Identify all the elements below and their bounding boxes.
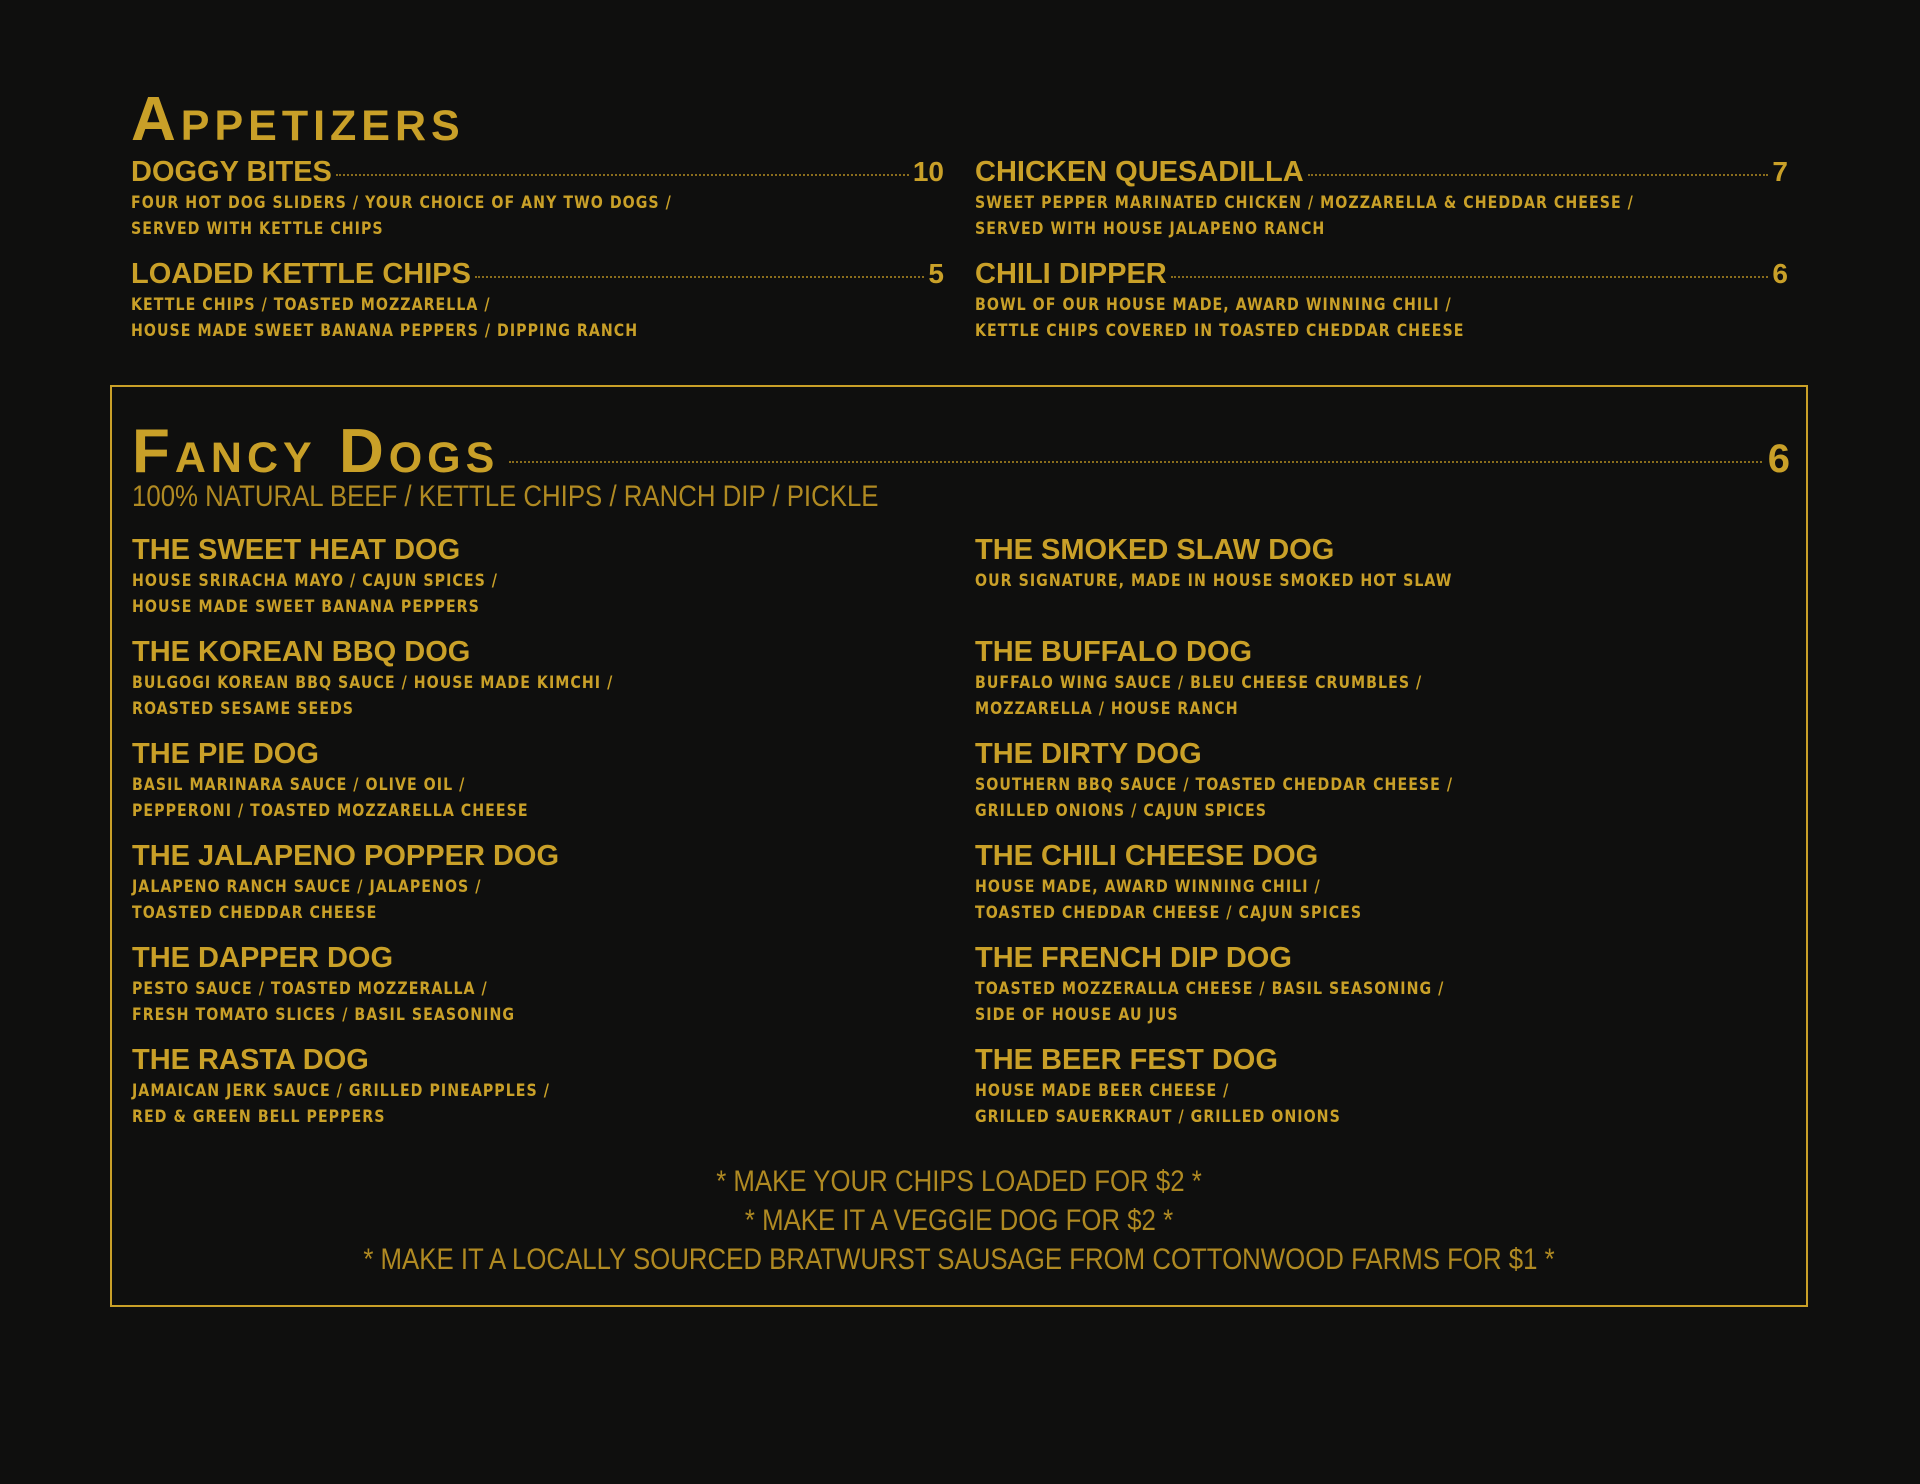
dot-leader [509, 461, 1761, 463]
item-description: JAMAICAN JERK SAUCE / GRILLED PINEAPPLES / [132, 1081, 550, 1100]
item-description: KETTLE CHIPS COVERED IN TOASTED CHEDDAR CHEESE [975, 320, 1465, 340]
item-description: SERVED WITH HOUSE JALAPENO RANCH [975, 218, 1326, 238]
item-name: THE BEER FEST DOG [975, 1044, 1278, 1076]
item-name: THE BUFFALO DOG [975, 636, 1253, 668]
appetizers-section [131, 86, 1788, 358]
menu-item [975, 736, 1788, 838]
menu-item [132, 532, 975, 634]
add-on-notes [112, 1162, 1806, 1279]
item-description: TOASTED MOZZERALLA CHEESE / BASIL SEASONING / [975, 979, 1445, 998]
fancy-dogs-subtitle: 100% NATURAL BEEF / KETTLE CHIPS / RANCH DIP / PICKLE [132, 480, 879, 513]
menu-item [975, 532, 1788, 634]
item-price: 10 [912, 156, 944, 187]
item-description: PEPPERONI / TOASTED MOZZARELLA CHEESE [132, 800, 529, 820]
item-description: FRESH TOMATO SLICES / BASIL SEASONING [132, 1004, 516, 1024]
menu-item [132, 634, 975, 736]
item-name: CHICKEN QUESADILLA [975, 156, 1304, 188]
note-loaded-chips: * MAKE YOUR CHIPS LOADED FOR $2 * [716, 1165, 1202, 1198]
item-description: KETTLE CHIPS / TOASTED MOZZARELLA / [131, 295, 491, 314]
item-name: THE PIE DOG [132, 738, 319, 770]
item-description: BUFFALO WING SAUCE / BLEU CHEESE CRUMBLES / [975, 673, 1423, 692]
item-description: MOZZARELLA / HOUSE RANCH [975, 698, 1239, 718]
fancy-dogs-section [110, 385, 1808, 1307]
item-description: GRILLED ONIONS / CAJUN SPICES [975, 800, 1267, 820]
item-name: THE DAPPER DOG [132, 942, 394, 974]
item-description: OUR SIGNATURE, MADE IN HOUSE SMOKED HOT SLAW [975, 571, 1453, 590]
menu-item [975, 256, 1788, 358]
item-name: THE SMOKED SLAW DOG [975, 534, 1335, 566]
menu-item [975, 940, 1788, 1042]
menu-item [131, 154, 944, 256]
item-price: 5 [928, 258, 944, 289]
item-name: THE KOREAN BBQ DOG [132, 636, 471, 668]
item-name: THE FRENCH DIP DOG [975, 942, 1292, 974]
item-description: ROASTED SESAME SEEDS [132, 698, 355, 718]
item-description: HOUSE MADE SWEET BANANA PEPPERS / DIPPING RANCH [131, 320, 639, 340]
item-name: THE JALAPENO POPPER DOG [132, 840, 560, 872]
item-description: HOUSE MADE SWEET BANANA PEPPERS [132, 596, 480, 616]
menu-item [975, 838, 1788, 940]
item-description: TOASTED CHEDDAR CHEESE [132, 902, 378, 922]
dot-leader [1171, 276, 1769, 278]
menu-item [131, 256, 944, 358]
item-description: HOUSE MADE, AWARD WINNING CHILI / [975, 877, 1321, 896]
item-description: SERVED WITH KETTLE CHIPS [131, 218, 384, 238]
item-description: SOUTHERN BBQ SAUCE / TOASTED CHEDDAR CHEESE / [975, 775, 1454, 794]
item-description: HOUSE SRIRACHA MAYO / CAJUN SPICES / [132, 571, 499, 590]
item-description: SWEET PEPPER MARINATED CHICKEN / MOZZARELLA & CHEDDAR CHEESE / [975, 193, 1634, 212]
menu-item [975, 154, 1788, 256]
item-name: DOGGY BITES [131, 156, 332, 188]
item-description: HOUSE MADE BEER CHEESE / [975, 1081, 1230, 1100]
item-description: JALAPENO RANCH SAUCE / JALAPENOS / [132, 877, 482, 896]
item-description: FOUR HOT DOG SLIDERS / YOUR CHOICE OF ANY TWO DOGS / [131, 193, 672, 212]
menu-item [975, 1042, 1788, 1144]
item-description: BULGOGI KOREAN BBQ SAUCE / HOUSE MADE KIMCHI / [132, 673, 614, 692]
item-description: RED & GREEN BELL PEPPERS [132, 1106, 386, 1126]
item-description: BOWL OF OUR HOUSE MADE, AWARD WINNING CHILI / [975, 295, 1452, 314]
item-name: THE CHILI CHEESE DOG [975, 840, 1319, 872]
item-description: GRILLED SAUERKRAUT / GRILLED ONIONS [975, 1106, 1341, 1126]
item-name: THE DIRTY DOG [975, 738, 1202, 770]
dot-leader [336, 174, 909, 176]
item-price: 7 [1772, 156, 1788, 187]
item-description: TOASTED CHEDDAR CHEESE / CAJUN SPICES [975, 902, 1363, 922]
menu-item [975, 634, 1788, 736]
note-veggie-dog: * MAKE IT A VEGGIE DOG FOR $2 * [744, 1204, 1174, 1237]
fancy-dogs-price: 6 [1767, 437, 1790, 481]
fancy-dogs-title: Fancy Dogs [132, 417, 500, 486]
note-bratwurst: * MAKE IT A LOCALLY SOURCED BRATWURST SAUSAGE FROM COTTONWOOD FARMS FOR $1 * [363, 1243, 1555, 1276]
dot-leader [475, 276, 924, 278]
item-name: LOADED KETTLE CHIPS [131, 258, 471, 290]
item-name: CHILI DIPPER [975, 258, 1167, 290]
item-price: 6 [1772, 258, 1788, 289]
fancy-dogs-list [132, 532, 1788, 1144]
dot-leader [1308, 174, 1769, 176]
item-description: BASIL MARINARA SAUCE / OLIVE OIL / [132, 775, 466, 794]
menu-item [132, 736, 975, 838]
item-description: SIDE OF HOUSE AU JUS [975, 1004, 1179, 1024]
appetizers-list [131, 154, 1788, 358]
menu-item [132, 838, 975, 940]
menu-item [132, 940, 975, 1042]
menu-item [132, 1042, 975, 1144]
item-description: PESTO SAUCE / TOASTED MOZZERALLA / [132, 979, 488, 998]
item-name: THE SWEET HEAT DOG [132, 534, 461, 566]
appetizers-title: Appetizers [131, 85, 465, 154]
item-name: THE RASTA DOG [132, 1044, 369, 1076]
